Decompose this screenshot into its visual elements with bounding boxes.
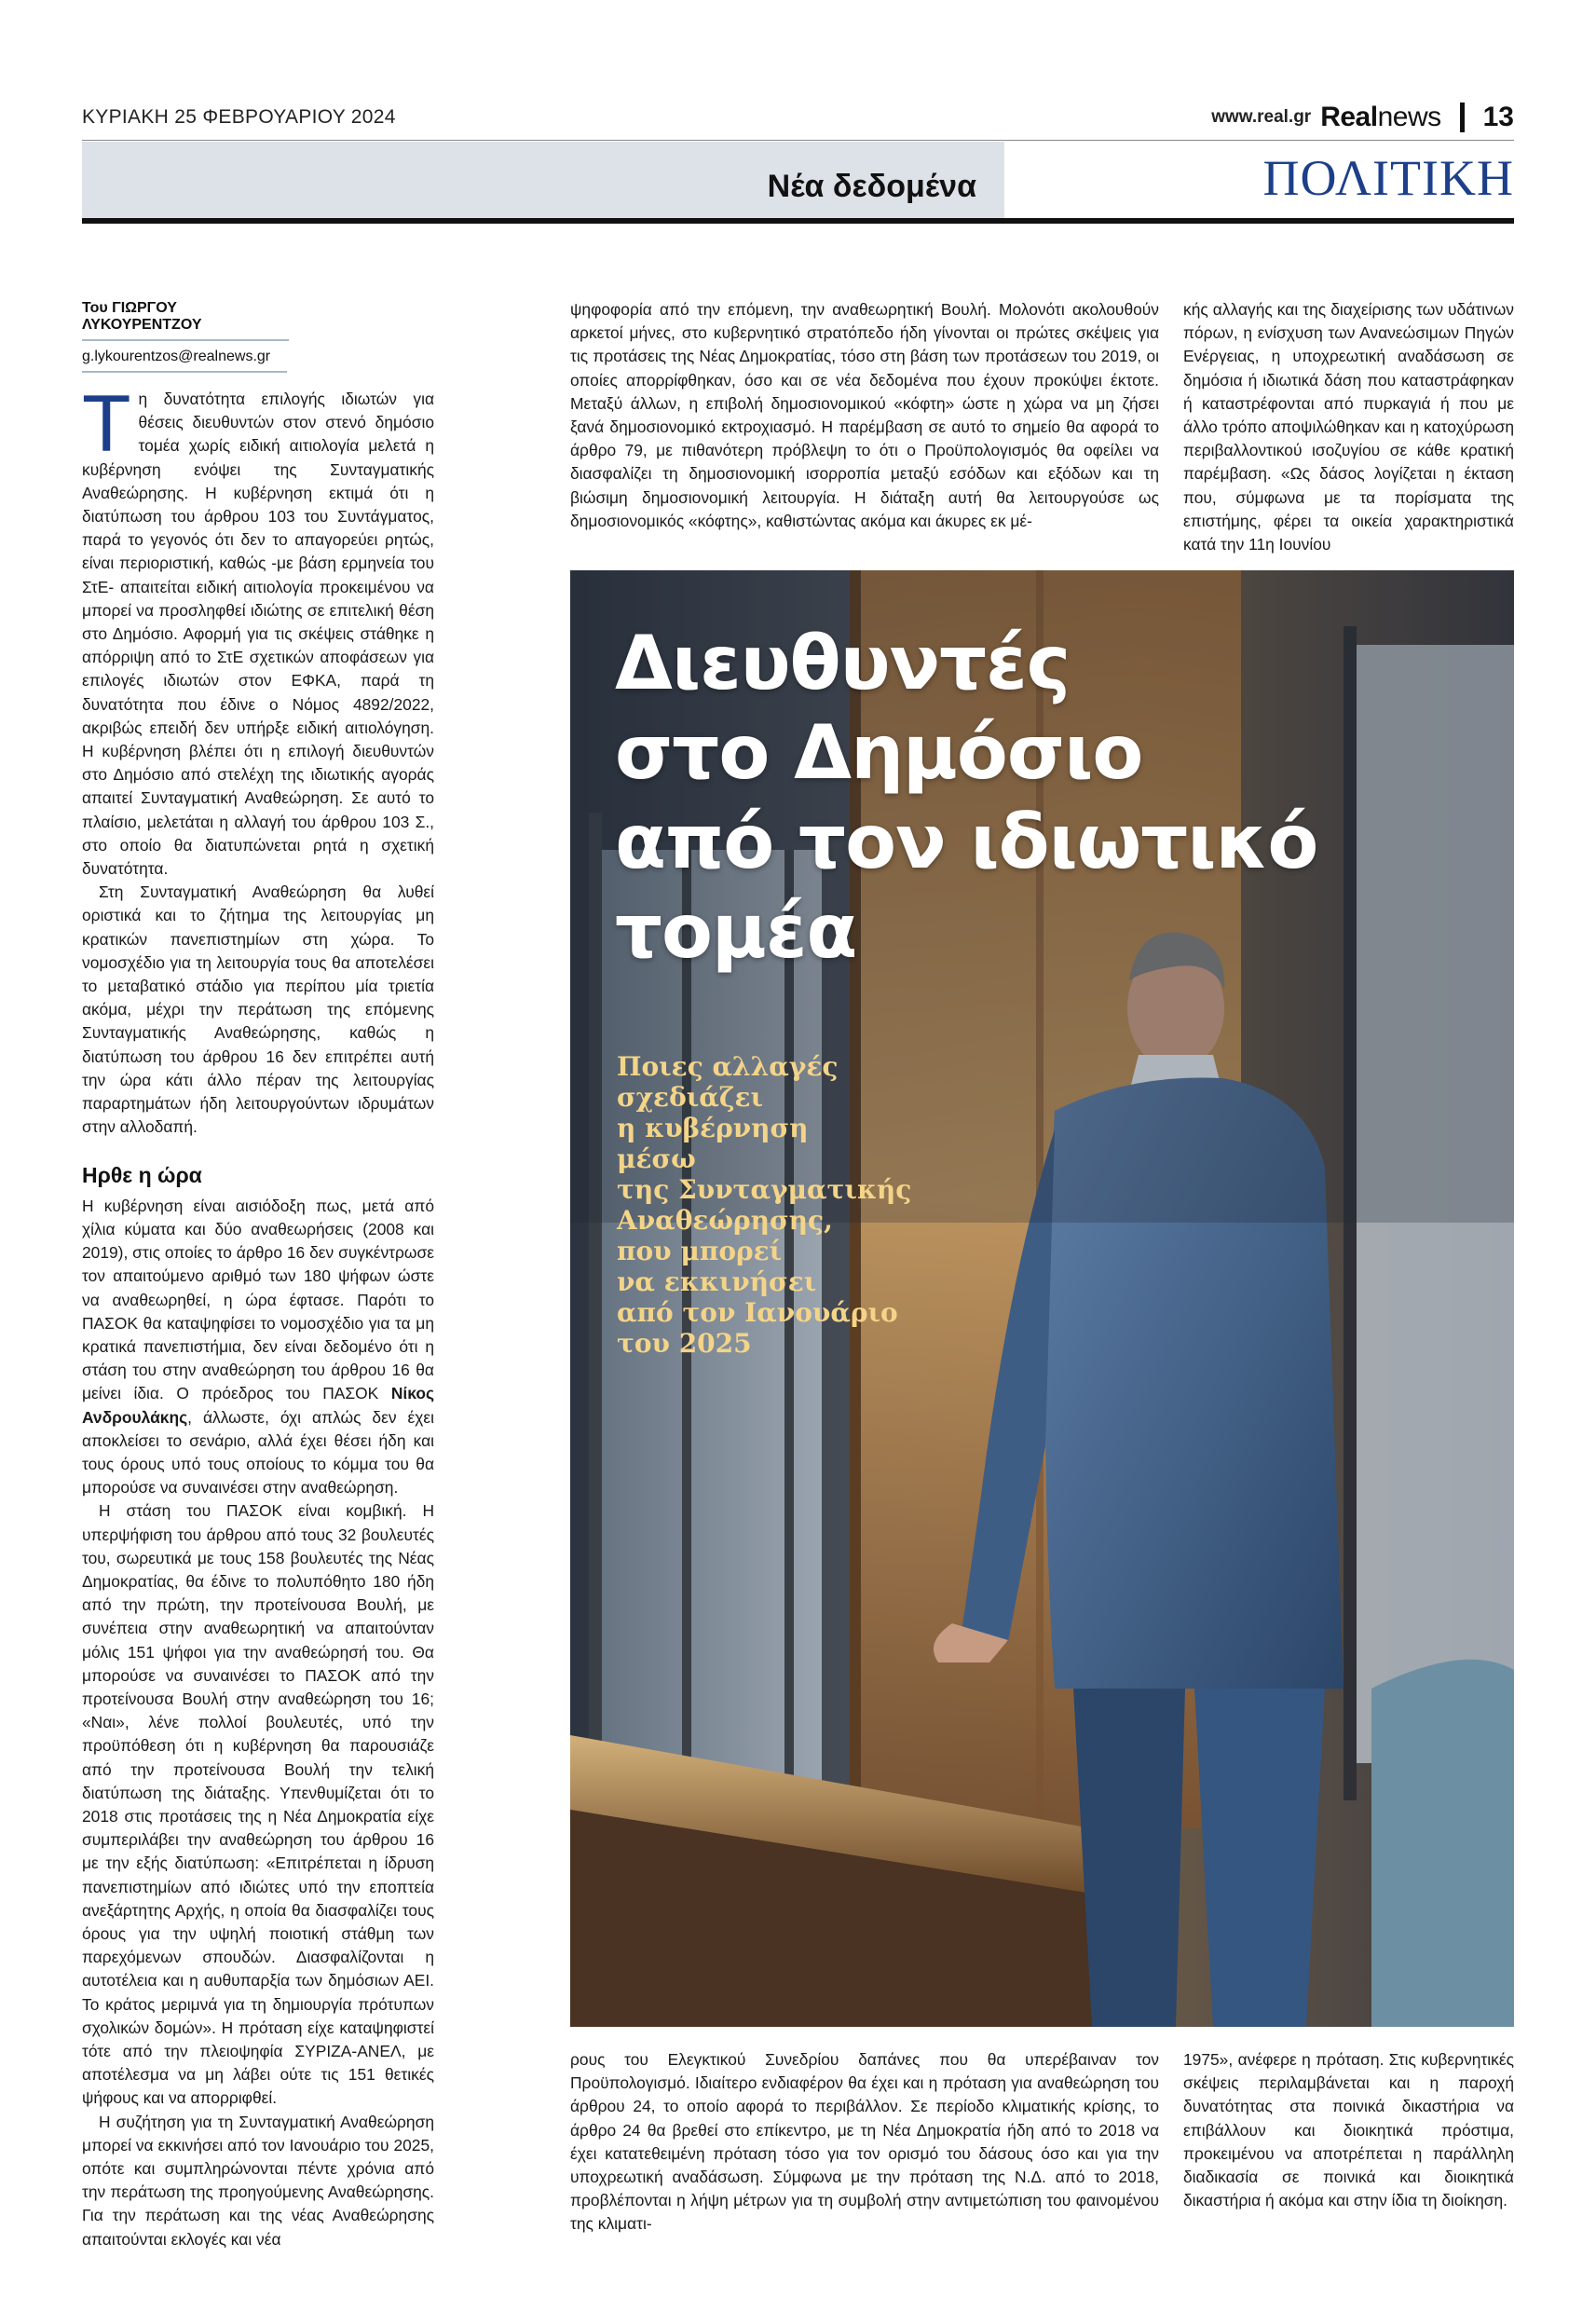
article-column-3-top [1183, 298, 1514, 556]
headline-line: από τον ιδιωτικό [615, 799, 1318, 885]
paragraph-text: Η κυβέρνηση είναι αισιόδοξη πως, μετά από χίλια κύματα και δύο αναθεωρήσεις (2008 και 2019), στις οποίες το άρθρο 16 δεν συγκέντρωσε τον απαιτούμενο αριθμό των 180 ψήφων ώστε να αναθεωρηθεί, η ώρα έφτασε. Παρότι το ΠΑΣΟΚ θα καταψηφίσει το νομοσχέδιο για τα μη κρατικά πανεπιστήμια, δεν είναι δεδομένο ότι η στάση του στην αναθεώρηση του άρθρου 16 θα μείνει ίδια. Ο πρόεδρος του ΠΑΣΟΚ [82, 1196, 434, 1403]
masthead-divider [1460, 103, 1465, 132]
paragraph [82, 1195, 434, 1500]
header-rule-bottom [82, 218, 1514, 224]
section-name: ΠΟΛΙΤΙΚΗ [1262, 150, 1514, 206]
article-column-2-bottom [570, 2048, 1159, 2237]
header-rule-top [82, 140, 1514, 141]
site-url[interactable]: www.real.gr [1211, 107, 1312, 127]
paragraph: Η συζήτηση για τη Συνταγματική Αναθεώρηση μπορεί να εκκινήσει από τον Ιανουάριο του 2025, οπότε και συμπληρώνονται πέντε χρόνια από την περάτωση της προηγούμενης Αναθεώρησης. Για την περάτωση και της νέας Αναθεώρησης απαιτούνται εκλογές και νέα [82, 2112, 434, 2249]
deck-line: Αναθεώρησης, [617, 1205, 833, 1236]
paragraph-text: , άλλωστε, όχι απλώς δεν έχει αποκλείσει το σενάριο, αλλά έχει θέσει ήδη και τους όρους υπό τους οποίους το κόμμα του θα μπορούσε να συναινέσει στην αναθεώρηση. [82, 1407, 434, 1498]
deck-line: σχεδιάζει [617, 1082, 764, 1113]
brand-logo [1320, 102, 1440, 133]
deck-line: Ποιες αλλαγές [617, 1051, 839, 1082]
author-name: Του ΓΙΩΡΓΟΥ ΛΥΚΟΥΡΕΝΤΖΟΥ [82, 300, 289, 341]
brand-news: news [1377, 102, 1441, 132]
headline-line: τομέα [615, 888, 857, 975]
subheading: Ηρθε η ώρα [82, 1162, 202, 1187]
byline [82, 300, 289, 373]
masthead [1211, 101, 1514, 134]
author-email[interactable]: g.lykourentzos@realnews.gr [82, 349, 287, 373]
deck-line: μέσω [617, 1143, 696, 1174]
brand-real: Real [1320, 102, 1378, 132]
paragraph: κής αλλαγής και της διαχείρισης των υδάτινων πόρων, η ενίσχυση των Ανανεώσιμων Πηγών Ενέργειας, η υποχρεωτική αναδάσωση σε δημόσια ή ιδιωτικά δάση που καταστράφηκαν ή καταστρέφονται από πυρκαγιά ή που με άλλο τρόπο αποψιλώθηκαν και η κατοχύρωση περιβαλλοντικού ισοζυγίου σε κάθε κρατική παρέμβαση. «Ως δάσος λογίζεται η έκταση που, σύμφωνα με τα πορίσματα της επιστήμης, φέρει τα οικεία χαρακτηριστικά κατά την 11η Ιουνίου [1183, 300, 1514, 554]
feature-headline [615, 619, 1317, 977]
deck-line: από τον Ιανουάριο [617, 1297, 898, 1328]
paragraph-intro [82, 379, 434, 881]
deck-line: του 2025 [617, 1328, 752, 1359]
deck-line: να εκκινήσει [617, 1266, 817, 1297]
paragraph: Η στάση του ΠΑΣΟΚ είναι κομβική. Η υπερψήφιση του άρθρου από τους 32 βουλευτές του, σωρευτικά με τους 158 βουλευτές της Νέας Δημοκρατίας, θα έδινε το πολυπόθητο 180 ήδη από την πρώτη, την προτείνουσα Βουλή, με συνέπεια στην αναθεωρητική να απαιτούνταν μόλις 151 ψήφοι για την αναθεώρησή του. Θα μπορούσε να συναινέσει το ΠΑΣΟΚ από την προτείνουσα Βουλή στην αναθεώρηση του 16; «Ναι», λένε πολλοί βουλευτές, υπό την προϋπόθεση ότι η κυβέρνηση θα παρουσιάζε από την προτείνουσα Βουλή την τελική διατύπωση της διάταξης. Υπενθυμίζεται ότι το 2018 στις προτάσεις της η Νέα Δημοκρατία είχε συμπεριλάβει την αναθεώρηση του άρθρου 16 με την εξής διατύπωση: «Επιτρέπεται η ίδρυση πανεπιστημίων από ιδιώτες υπό την εποπτεία ανεξάρτητης Αρχής, η οποία θα διασφαλίζει τους όρους για την υψηλή ποιοτική στάθμη των παρεχόμενων σπουδών. Διασφαλίζονται η αυτοτέλεια και η αυθυπαρξία των δημόσιων ΑΕΙ. Το κράτος μεριμνά για τη δημιουργία πρότυπων σχολικών δομών». Η πρόταση είχε καταψηφιστεί τότε από την πλειοψηφία ΣΥΡΙΖΑ-ΑΝΕΛ, με αποτέλεσμα να μη λάβει ούτε τις 151 θετικές ψήφους και να απορριφθεί. [82, 1501, 434, 2108]
article-column-1 [82, 379, 434, 2251]
deck-line: που μπορεί [617, 1236, 783, 1266]
topic-title: Νέα δεδομένα [767, 169, 976, 204]
deck-line: η κυβέρνηση [617, 1113, 809, 1143]
bold-name: Νίκος Ανδρουλάκης [82, 1384, 434, 1427]
headline-line: Διευθυντές [615, 620, 1071, 706]
issue-date: ΚΥΡΙΑΚΗ 25 ΦΕΒΡΟΥΑΡΙΟΥ 2024 [82, 106, 396, 128]
page-number: 13 [1482, 102, 1514, 132]
feature-deck [617, 1051, 924, 1359]
article-column-3-bottom [1183, 2048, 1514, 2212]
article-column-2-top [570, 298, 1159, 533]
headline-line: στο Δημόσιο [615, 709, 1143, 796]
paragraph-intro-text: η δυνατότητα επιλογής ιδιωτών για θέσεις διευθυντών στον στενό δημόσιο τομέα χωρίς ειδική αιτιολογία μελετά η κυβέρνηση ενόψει της Συνταγματικής Αναθεώρησης. Η κυβέρνηση εκτιμά ότι η διατύπωση του άρθρου 103 του Συντάγματος, παρά το γεγονός ότι δεν το απαγορεύει ρητώς, είναι περιοριστική, καθώς -με βάση ερμηνεία του ΣτΕ- απαιτείται ειδική αιτιολογία προκειμένου να μπορεί να προσληφθεί ιδιώτης σε επιτελική θέση στο Δημόσιο. Αφορμή για τις σκέψεις στάθηκε η απόρριψη από το ΣτΕ σχετικών αποφάσεων για επιλογές ιδιωτών στον ΕΦΚΑ, παρά τη δυνατότητα που έδινε ο Νόμος 4892/2022, ακριβώς επειδή δεν υπήρξε ειδική αιτιολόγηση. Η κυβέρνηση βλέπει ότι η επιλογή διευθυντών στο Δημόσιο από στελέχη της ιδιωτικής αγοράς απαιτεί Συνταγματική Αναθεώρηση. Σε αυτό το πλαίσιο, μελετάται η αλλαγή του άρθρου 103 Σ., στο οποίο θα διατυπώνεται ρητά η σχετική δυνατότητα. [82, 390, 434, 879]
paragraph: ρους του Ελεγκτικού Συνεδρίου δαπάνες που θα υπερέβαιναν τον Προϋπολογισμό. Ιδιαίτερο ενδιαφέρον θα έχει και η πρόταση για αναθεώρηση του άρθρου 24, το οποίο αφορά το περιβάλλον. Σε περίοδο κλιματικής κρίσης, το άρθρο 24 θα βρεθεί στο επίκεντρο, με τη Νέα Δημοκρατία ήδη από το 2018 να έχει κατατεθειμένη πρόταση τόσο για τον ορισμό του δάσους όσο και για την υποχρεωτική αναδάσωση. Σύμφωνα με την πρόταση της Ν.Δ. από το 2018, προβλέπονται η λήψη μέτρων για τη συμβολή στην αντιμετώπιση του φαινομένου της κλιματι- [570, 2050, 1159, 2234]
paragraph: ψηφοφορία από την επόμενη, την αναθεωρητική Βουλή. Μολονότι ακολουθούν αρκετοί μήνες, στο κυβερνητικό στρατόπεδο ήδη γίνονται οι πρώτες σκέψεις για τις προτάσεις της Νέας Δημοκρατίας, τόσο στη βάση των προτάσεων του 2019, οι οποίες απορρίφθηκαν, όσο και σε νέα δεδομένα που έχουν προκύψει έκτοτε. Μεταξύ άλλων, η επιβολή δημοσιονομικού «κόφτη» ώστε η χώρα να μη ζήσει ξανά δημοσιονομικό εκτροχιασμό. Η παρέμβαση σε αυτό το σημείο θα αφορά το άρθρο 79, με πιθανότερη πρόβλεψη το ότι ο Προϋπολογισμός θα οφείλει να διασφαλίζει τη δημοσιονομική ισορροπία μεταξύ εσόδων και εξόδων και τη βιώσιμη δημοσιονομική λειτουργία. Η διάταξη αυτή θα λειτουργούσε ως δημοσιονομικός «κόφτης», καθιστώντας ακόμα και άκυρες εκ μέ- [570, 300, 1159, 530]
deck-line: της Συνταγματικής [617, 1174, 912, 1205]
paragraph: Στη Συνταγματική Αναθεώρηση θα λυθεί οριστικά και το ζήτημα της λειτουργίας μη κρατικών πανεπιστημίων στη χώρα. Το νομοσχέδιο για τη λειτουργία τους θα αποτελέσει το μεταβατικό στάδιο για περίπου μία τριετία ακόμα, μέχρι την περάτωση της επόμενης Συνταγματικής Αναθεώρησης, καθώς η διατύπωση του άρθρου 16 δεν επιτρέπει αυτή την ώρα κάτι άλλο πέραν της λειτουργίας παραρτημάτων ήδη λειτουργούντων ιδρυμάτων στην αλλοδαπή. [82, 882, 434, 1137]
drop-cap: Τ [82, 379, 131, 469]
paragraph: 1975», ανέφερε η πρόταση. Στις κυβερνητικές σκέψεις περιλαμβάνεται και η παροχή δυνατότητας στα ποινικά δικαστήρια να επιβάλλουν και διοικητικά πρόστιμα, προκειμένου να αποτρέπεται η παράλληλη διαδικασία σε ποινικά και διοικητικά δικαστήρια ή ακόμα και στην ίδια τη διοίκηση. [1183, 2050, 1514, 2210]
